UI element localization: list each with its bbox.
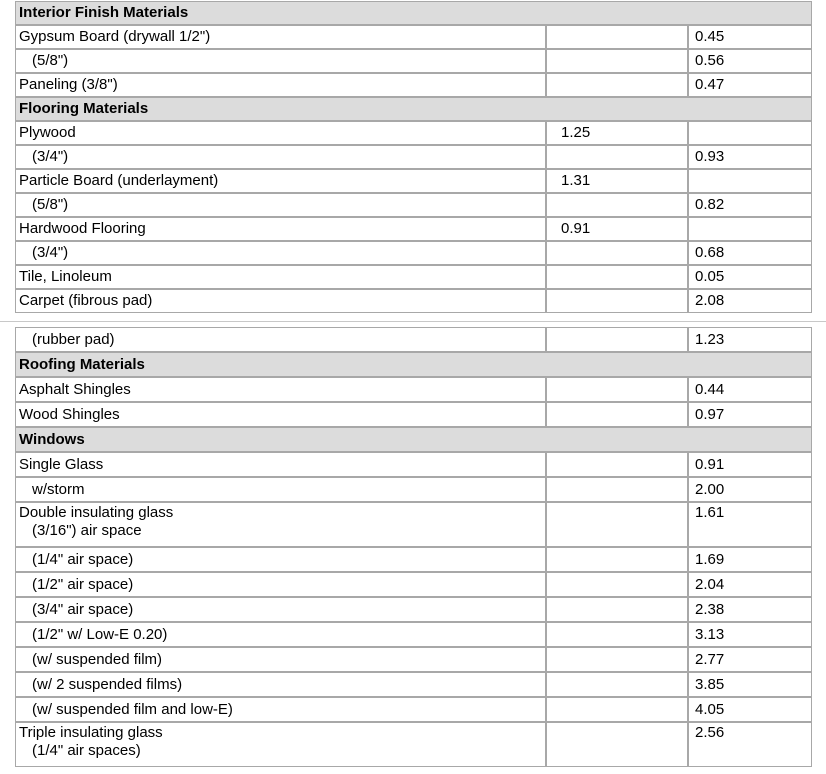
material-label	[15, 402, 546, 427]
value-col2	[546, 622, 688, 647]
table-row	[15, 193, 812, 217]
material-label	[15, 672, 546, 697]
material-label	[15, 169, 546, 193]
material-label	[15, 477, 546, 502]
material-label	[15, 722, 546, 767]
value-col3: 0.82	[688, 193, 812, 217]
table-row	[15, 647, 812, 672]
value-col3: 0.93	[688, 145, 812, 169]
material-label	[15, 193, 546, 217]
material-name: w/storm	[32, 481, 85, 498]
material-label	[15, 217, 546, 241]
value-col3: 2.38	[688, 597, 812, 622]
value-col3	[688, 217, 812, 241]
value-col3: 1.23	[688, 327, 812, 352]
value-col2	[546, 452, 688, 477]
section-title: Interior Finish Materials	[15, 1, 812, 25]
value-col2	[546, 289, 688, 313]
value-col2	[546, 547, 688, 572]
material-label	[15, 289, 546, 313]
material-label	[15, 121, 546, 145]
roofing-windows-table	[15, 327, 812, 767]
table-row	[15, 241, 812, 265]
interior-flooring-table	[15, 1, 812, 313]
material-label	[15, 327, 546, 352]
table-row	[15, 145, 812, 169]
material-label	[15, 452, 546, 477]
material-name: (5/8")	[32, 196, 69, 213]
material-label	[15, 547, 546, 572]
table-row	[15, 169, 812, 193]
section-header-row	[15, 352, 812, 377]
material-label	[15, 49, 546, 73]
table-row	[15, 502, 812, 547]
table-row	[15, 217, 812, 241]
value-col2	[546, 327, 688, 352]
material-name: Tile, Linoleum	[19, 268, 112, 285]
value-col3: 4.05	[688, 697, 812, 722]
value-col3: 0.45	[688, 25, 812, 49]
table-row	[15, 402, 812, 427]
material-name: Triple insulating glass	[19, 724, 163, 741]
material-label	[15, 25, 546, 49]
table-row	[15, 722, 812, 767]
value-col2	[546, 572, 688, 597]
material-label	[15, 647, 546, 672]
value-col3: 1.61	[688, 502, 812, 547]
value-col3: 0.05	[688, 265, 812, 289]
material-name: (5/8")	[32, 52, 69, 69]
table-row	[15, 547, 812, 572]
value-col2	[546, 402, 688, 427]
value-col3: 3.13	[688, 622, 812, 647]
table-row	[15, 49, 812, 73]
material-name: (w/ 2 suspended films)	[32, 676, 183, 693]
material-label	[15, 502, 546, 547]
value-col3: 2.77	[688, 647, 812, 672]
material-name: Single Glass	[19, 456, 104, 473]
table-row	[15, 327, 812, 352]
table-row	[15, 452, 812, 477]
value-col3: 2.08	[688, 289, 812, 313]
value-col2	[546, 722, 688, 767]
material-label	[15, 145, 546, 169]
table-row	[15, 697, 812, 722]
value-col2	[546, 145, 688, 169]
value-col3: 2.56	[688, 722, 812, 767]
material-name: (3/4" air space)	[32, 601, 134, 618]
material-subname: (1/4" air spaces)	[32, 742, 141, 759]
value-col2	[546, 377, 688, 402]
material-name: (1/2" air space)	[32, 576, 134, 593]
value-col3: 0.44	[688, 377, 812, 402]
material-label	[15, 73, 546, 97]
material-name: Carpet (fibrous pad)	[19, 292, 153, 309]
value-col2	[546, 265, 688, 289]
section-header-row	[15, 97, 812, 121]
material-label	[15, 697, 546, 722]
section-title: Flooring Materials	[15, 97, 812, 121]
value-col2	[546, 25, 688, 49]
table-row	[15, 477, 812, 502]
material-name: Gypsum Board (drywall 1/2")	[19, 28, 211, 45]
value-col3	[688, 121, 812, 145]
material-label	[15, 597, 546, 622]
section-title: Roofing Materials	[15, 352, 812, 377]
table-row	[15, 73, 812, 97]
material-name: (1/2" w/ Low-E 0.20)	[32, 626, 168, 643]
material-name: (w/ suspended film)	[32, 651, 163, 668]
value-col2: 1.25	[546, 121, 688, 145]
value-col2: 0.91	[546, 217, 688, 241]
material-subname: (3/16") air space	[32, 522, 142, 539]
table-row	[15, 377, 812, 402]
value-col3: 0.47	[688, 73, 812, 97]
material-name: (rubber pad)	[32, 331, 115, 348]
material-name: Paneling (3/8")	[19, 76, 118, 93]
value-col3: 1.69	[688, 547, 812, 572]
value-col3: 0.97	[688, 402, 812, 427]
table-row	[15, 121, 812, 145]
material-name: (3/4")	[32, 148, 69, 165]
value-col2	[546, 502, 688, 547]
material-name: (3/4")	[32, 244, 69, 261]
page-divider	[0, 321, 826, 322]
value-col2	[546, 672, 688, 697]
section-title: Windows	[15, 427, 812, 452]
value-col3: 2.00	[688, 477, 812, 502]
table-row	[15, 622, 812, 647]
material-name: (w/ suspended film and low-E)	[32, 701, 233, 718]
section-header-row	[15, 1, 812, 25]
table-row	[15, 25, 812, 49]
value-col2	[546, 73, 688, 97]
section-header-row	[15, 427, 812, 452]
value-col2	[546, 647, 688, 672]
material-name: Double insulating glass	[19, 504, 174, 521]
material-name: Plywood	[19, 124, 76, 141]
value-col2	[546, 697, 688, 722]
material-label	[15, 241, 546, 265]
table-row	[15, 672, 812, 697]
value-col3: 3.85	[688, 672, 812, 697]
material-name: Hardwood Flooring	[19, 220, 146, 237]
material-name: Particle Board (underlayment)	[19, 172, 219, 189]
material-label	[15, 572, 546, 597]
material-name: (1/4" air space)	[32, 551, 134, 568]
table-row	[15, 572, 812, 597]
value-col2	[546, 241, 688, 265]
table-row	[15, 597, 812, 622]
value-col3: 0.56	[688, 49, 812, 73]
material-name: Wood Shingles	[19, 406, 120, 423]
value-col3	[688, 169, 812, 193]
value-col3: 0.91	[688, 452, 812, 477]
table-row	[15, 289, 812, 313]
value-col2	[546, 597, 688, 622]
value-col2: 1.31	[546, 169, 688, 193]
material-label	[15, 622, 546, 647]
value-col3: 2.04	[688, 572, 812, 597]
material-label	[15, 265, 546, 289]
value-col2	[546, 49, 688, 73]
value-col2	[546, 193, 688, 217]
value-col3: 0.68	[688, 241, 812, 265]
material-label	[15, 377, 546, 402]
value-col2	[546, 477, 688, 502]
material-name: Asphalt Shingles	[19, 381, 131, 398]
table-row	[15, 265, 812, 289]
